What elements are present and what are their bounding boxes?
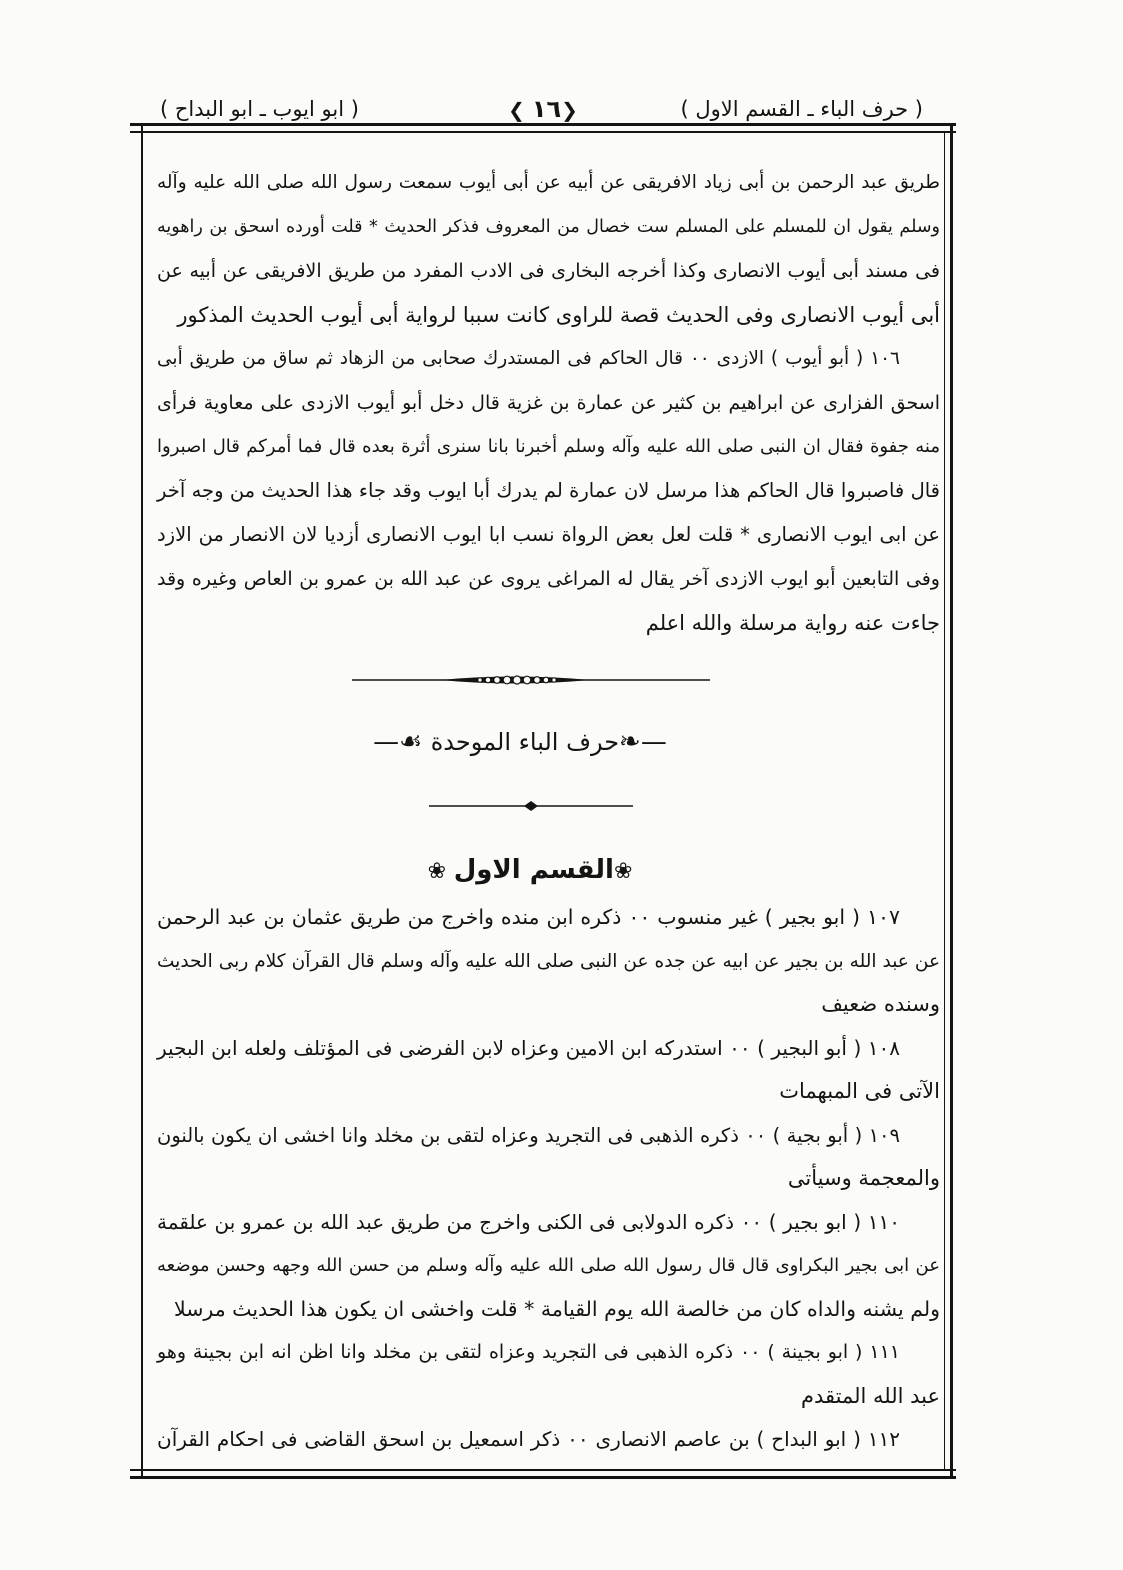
text-line: عن عبد الله بن بجير عن ابيه عن جده عن النبى صلى الله عليه وآله وسلم قال القرآن كلام ربى الحديث <box>157 950 940 972</box>
text-line: اسحق الفزارى عن ابراهيم بن كثير عن عمارة بن غزية قال دخل أبو أيوب الازدى على معاوية فرأى <box>157 392 940 414</box>
entry-110 <box>157 1201 940 1332</box>
entry-heading-line: ١٠٨ ( أبو البجير ) ٠٠ استدركه ابن الامين وعزاه لابن الفرضى فى المؤتلف ولعله ابن البجير <box>157 1035 901 1060</box>
diamond-divider <box>425 798 640 814</box>
header-section-label: ( حرف الباء ـ القسم الاول ) <box>680 97 923 121</box>
entry-111 <box>157 1331 940 1418</box>
text-line: وفى التابعين أبو ايوب الازدى آخر يقال له المراغى يروى عن عبد الله بن عمرو بن العاص وغيره وقد <box>157 568 940 590</box>
entry-heading-line: ١٠٦ ( أبو أيوب ) الازدى ٠٠ قال الحاكم فى المستدرك صحابى من الزهاد ثم ساق من طريق أبى <box>157 348 900 369</box>
header-entry-range: ( ابو ايوب ـ ابو البداح ) <box>160 97 359 121</box>
entry-109 <box>157 1114 940 1201</box>
text-line: منه جفوة فقال ان النبى صلى الله عليه وآله وسلم أخبرنا بانا سنرى أثرة بعده قال فما أمركم قال اصبروا <box>157 436 940 457</box>
section-title: —❧ حرف الباء الموحدة ☙— <box>300 722 740 762</box>
text-line: عن ابى ايوب الانصارى * قلت لعل بعض الرواة نسب ابا ايوب الانصارى أزديا لان الانصار من الازد <box>157 523 940 546</box>
left-border-rule <box>141 123 143 1479</box>
ornamental-divider <box>340 668 720 692</box>
subsection-title: ❀ القسم الاول ❀ <box>380 850 680 892</box>
text-line: عن ابى بجير البكراوى قال قال رسول الله صلى الله عليه وآله وسلم من حسن الله وجهه وحسن موضعه <box>157 1255 940 1276</box>
entry-heading-line: ١١١ ( ابو بجينة ) ٠٠ ذكره الذهبى فى التجريد وعزاه لتقى بن مخلد وانا اظن انه ابن بجينة وهو <box>157 1341 900 1363</box>
entry-heading-line: ١١٢ ( ابو البداح ) بن عاصم الانصارى ٠٠ ذكر اسمعيل بن اسحق القاضى فى احكام القرآن <box>157 1427 900 1451</box>
right-inner-border-rule <box>944 131 945 1471</box>
entry-heading-line: ١١٠ ( ابو بجير ) ٠٠ ذكره الدولابى فى الكنى واخرج من طريق عبد الله بن عمرو بن علقمة <box>157 1209 900 1234</box>
top-text-block <box>157 161 940 645</box>
text-line: فى مسند أبى أيوب الانصارى وكذا أخرجه البخارى فى الادب المفرد من طريق الافريقى عن أبيه عن <box>157 260 940 282</box>
text-line: وسنده ضعيف <box>821 992 940 1016</box>
text-line: عبد الله المتقدم <box>800 1383 940 1408</box>
continued-entry <box>157 161 940 337</box>
text-line: قال فاصبروا قال الحاكم هذا مرسل لان عمارة لم يدرك أبا ايوب وقد جاء هذا الحديث من وجه آخر <box>157 479 940 502</box>
text-line: ولم يشنه والداه كان من خالصة الله يوم القيامة * قلت واخشى ان يكون هذا الحديث مرسلا <box>173 1296 940 1321</box>
page-number: ❮ ١٦ ❯ <box>488 91 598 128</box>
bottom-thick-rule <box>130 1476 956 1479</box>
text-line: جاءت عنه رواية مرسلة والله اعلم <box>645 611 940 635</box>
text-line: وسلم يقول ان للمسلم على المسلم ست خصال من المعروف فذكر الحديث * قلت أورده اسحق بن راهويه <box>157 217 940 237</box>
text-line: والمعجمة وسيأتى <box>787 1166 940 1190</box>
entry-107 <box>157 896 940 1027</box>
entry-112 <box>157 1418 940 1462</box>
text-line: أبى أيوب الانصارى وفى الحديث قصة للراوى كانت سببا لرواية أبى أيوب الحديث المذكور <box>177 303 940 327</box>
entry-106 <box>157 337 940 645</box>
text-line: الآتى فى المبهمات <box>779 1079 940 1103</box>
entry-heading-line: ١٠٩ ( أبو بجية ) ٠٠ ذكره الذهبى فى التجريد وعزاه لتقى بن مخلد وانا اخشى ان يكون بالنون <box>157 1123 900 1147</box>
top-thin-rule <box>130 131 956 133</box>
right-border-rule <box>950 123 953 1479</box>
entry-heading-line: ١٠٧ ( ابو بجير ) غير منسوب ٠٠ ذكره ابن منده واخرج من طريق عثمان بن عبد الرحمن <box>157 905 900 929</box>
bottom-thin-rule <box>130 1469 956 1471</box>
bottom-text-block <box>157 896 940 1462</box>
text-line: طريق عبد الرحمن بن أبى زياد الافريقى عن أبيه عن أبى أيوب سمعت رسول الله صلى الله عليه وآله <box>157 172 940 193</box>
entry-108 <box>157 1027 940 1114</box>
